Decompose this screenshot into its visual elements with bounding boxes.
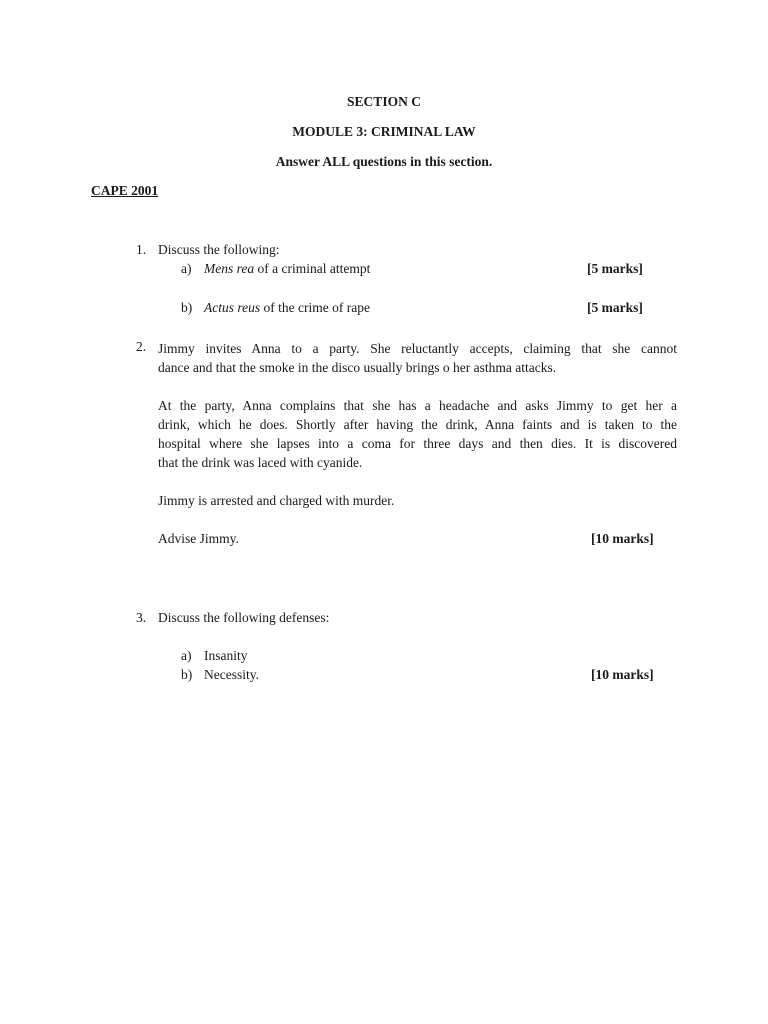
module-heading: MODULE 3: CRIMINAL LAW [292,124,476,139]
question-1-text: Discuss the following: [158,242,280,257]
question-2-paragraph-4: Advise Jimmy. [158,531,239,546]
section-heading: SECTION C [347,94,421,109]
question-2-paragraph-1: Jimmy invites Anna to a party. She reluctantly accepts, claiming that she cannot dance and that the smoke in the disco usually brings o her asthma attacks. [158,341,677,375]
question-1a-text: Mens rea of a criminal attempt [204,261,371,276]
question-2-marks: [10 marks] [591,531,654,546]
question-3-text: Discuss the following defenses: [158,610,330,625]
question-2-number: 2. [136,339,147,354]
question-2-paragraph-3: Jimmy is arrested and charged with murder. [158,493,395,508]
question-1a-letter: a) [181,261,192,276]
question-1b-marks: [5 marks] [587,300,643,315]
question-1a-marks: [5 marks] [587,261,643,276]
question-1-number: 1. [136,242,147,257]
question-3a-letter: a) [181,648,192,663]
question-1b-text: Actus reus of the crime of rape [204,300,370,315]
question-1b-letter: b) [181,300,193,315]
question-3b-text: Necessity. [204,667,259,682]
question-3a-text: Insanity [204,648,248,663]
year-label: CAPE 2001 [91,183,159,198]
question-3b-letter: b) [181,667,193,682]
instruction-text: Answer ALL questions in this section. [275,154,493,169]
question-2-paragraph-2: At the party, Anna complains that she has a headache and asks Jimmy to get her a drink, which he does. Shortly after having the drink, Anna faints and is taken to the hospital where she lapses into a coma for three days and then dies. It is discovered that the drink was laced with cyanide. [158,398,677,470]
question-3-number: 3. [136,610,147,625]
question-3-marks: [10 marks] [591,667,654,682]
